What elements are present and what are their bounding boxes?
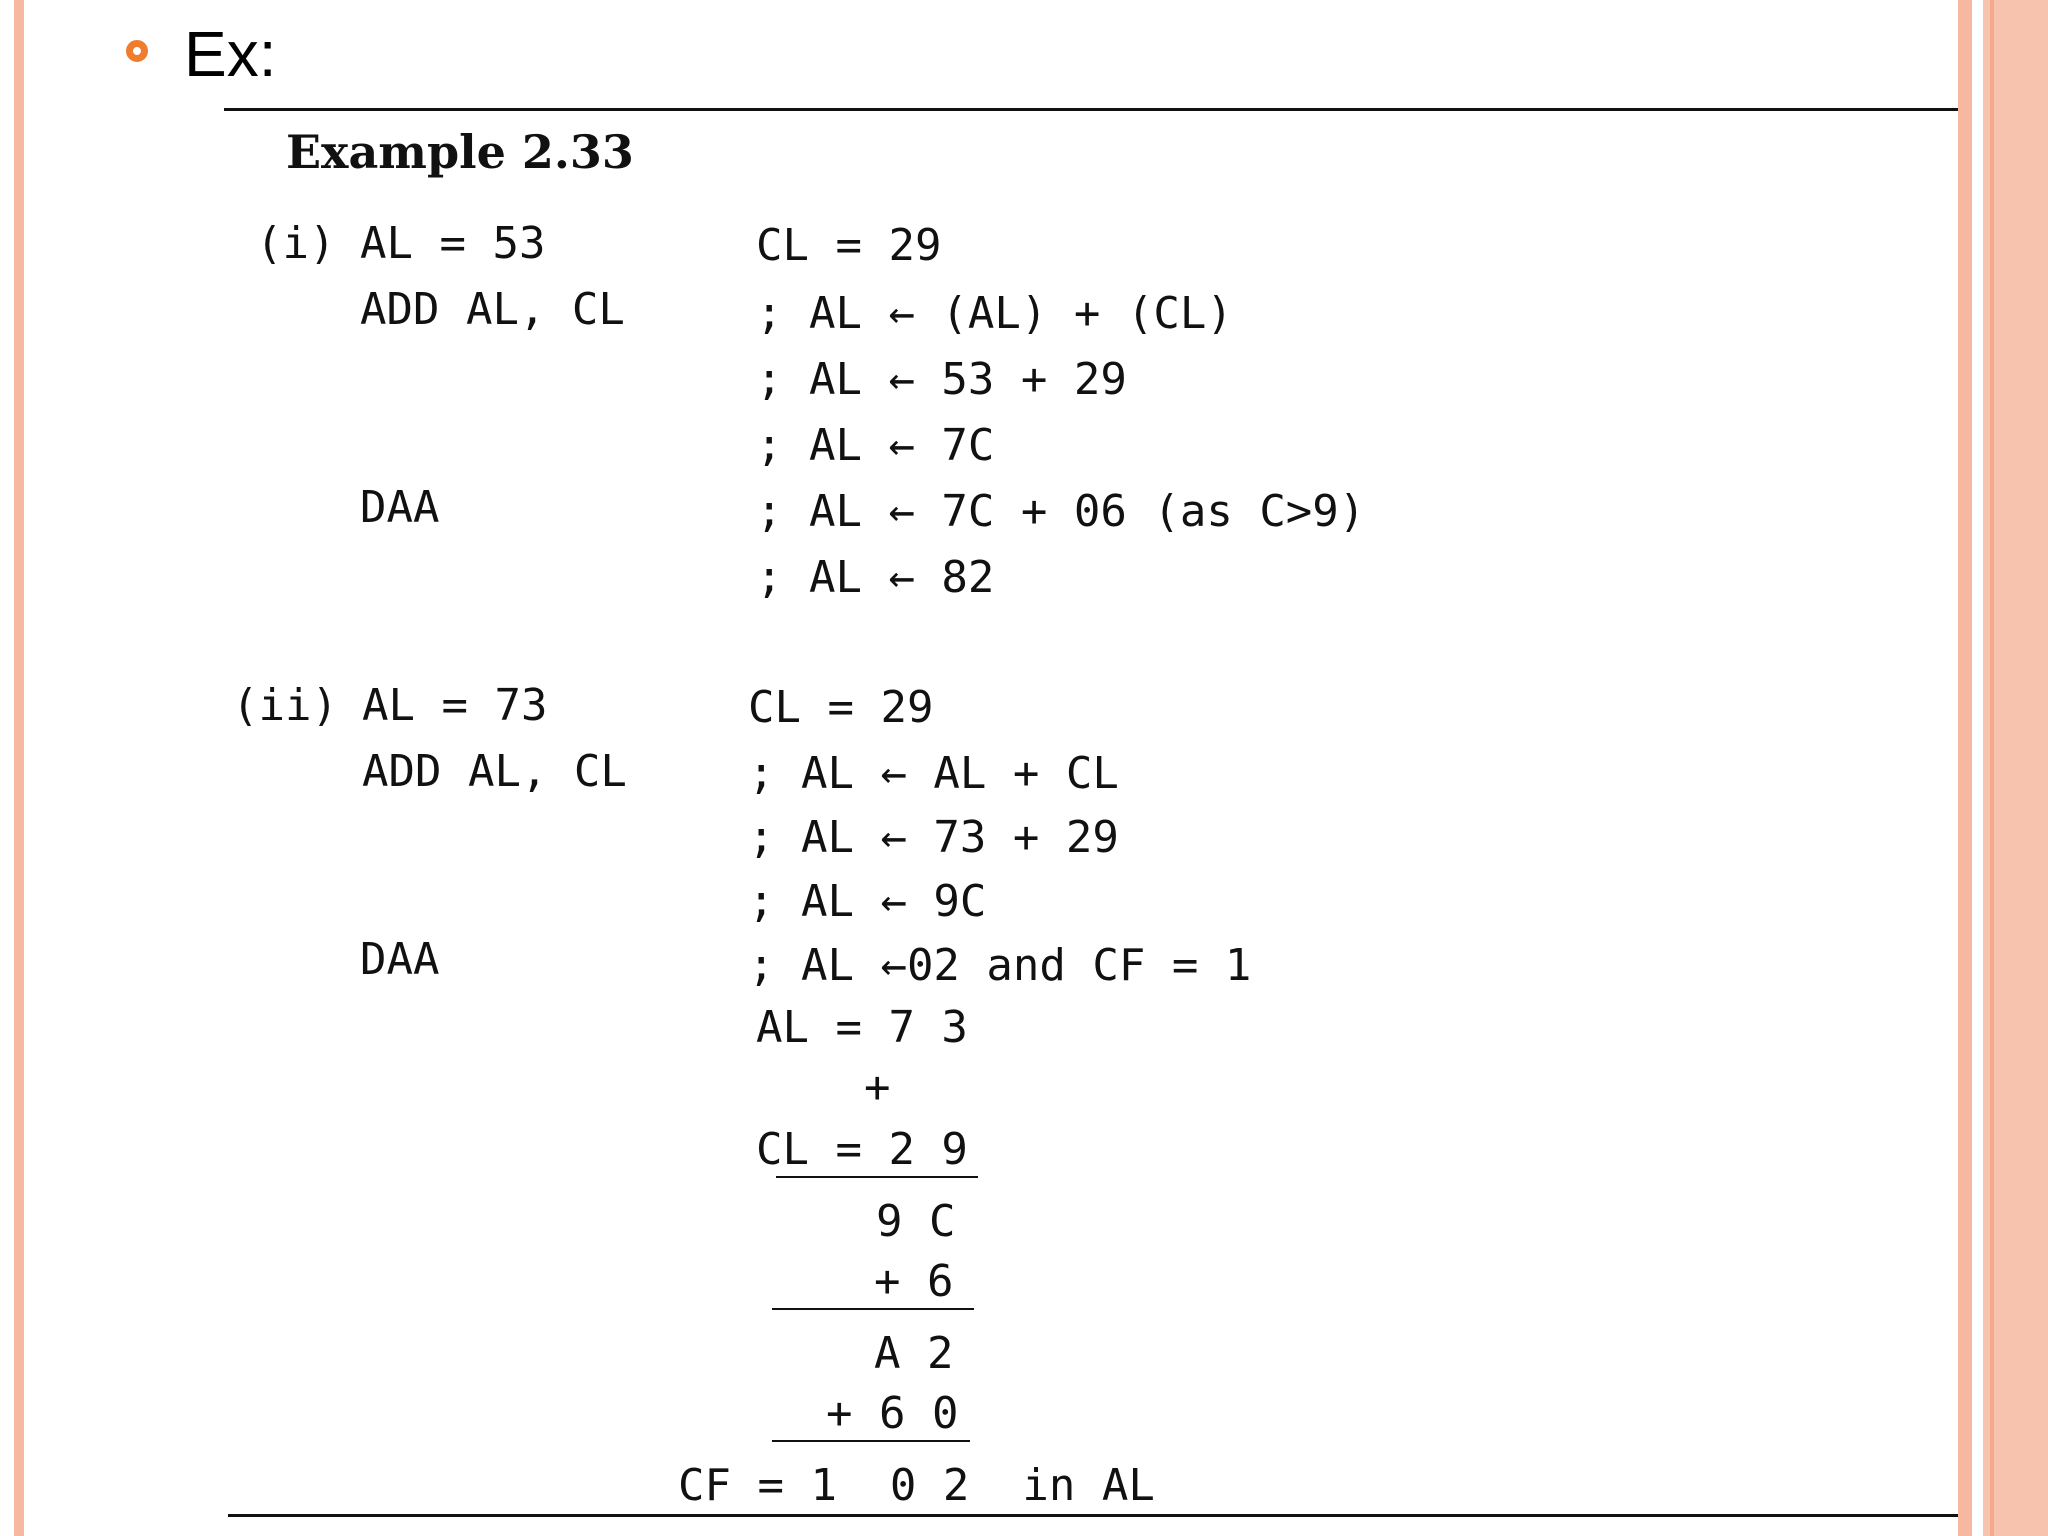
calc-plus: + bbox=[864, 1062, 891, 1113]
comment-line: ; AL ← 7C + 06 (as C>9) bbox=[756, 486, 1366, 537]
comment-line: ; AL ← 9C bbox=[748, 876, 987, 927]
calc-underline bbox=[772, 1440, 970, 1442]
comment-line: CL = 29 bbox=[756, 220, 942, 271]
instruction-line: AL = 73 bbox=[362, 680, 548, 731]
instruction-line: ADD AL, CL bbox=[360, 284, 625, 335]
comment-line: ; AL ← (AL) + (CL) bbox=[756, 288, 1233, 339]
top-rule bbox=[224, 108, 1958, 111]
comment-line: ; AL ← 7C bbox=[756, 420, 995, 471]
calc-result: CF = 1 0 2 in AL bbox=[678, 1460, 1155, 1511]
example-heading: Example 2.33 bbox=[286, 125, 634, 179]
calc-underline bbox=[776, 1176, 978, 1178]
instruction-line: DAA bbox=[360, 482, 440, 533]
instruction-line: ADD AL, CL bbox=[362, 746, 627, 797]
comment-line: ; AL ← 82 bbox=[756, 552, 995, 603]
slide-frame-right bbox=[1958, 0, 1972, 1536]
comment-line: ; AL ← 53 + 29 bbox=[756, 354, 1127, 405]
bottom-rule bbox=[228, 1514, 1958, 1517]
circle-bullet-icon bbox=[126, 40, 148, 62]
calc-line: + 6 bbox=[874, 1256, 954, 1307]
instruction-line: AL = 53 bbox=[360, 218, 546, 269]
comment-line: CL = 29 bbox=[748, 682, 934, 733]
calc-line: 9 C bbox=[876, 1196, 956, 1247]
slide-title: Ex: bbox=[184, 18, 277, 90]
slide-frame-right-stripe bbox=[1990, 0, 1994, 1536]
part-label: (i) bbox=[256, 218, 336, 269]
comment-line: ; AL ← 73 + 29 bbox=[748, 812, 1119, 863]
part-label: (ii) bbox=[232, 680, 338, 731]
comment-line: ; AL ←02 and CF = 1 bbox=[748, 940, 1252, 991]
calc-line: AL = 7 3 bbox=[756, 1002, 968, 1053]
comment-line: ; AL ← AL + CL bbox=[748, 748, 1119, 799]
calc-line: + 6 0 bbox=[826, 1388, 959, 1439]
calc-line: A 2 bbox=[874, 1328, 954, 1379]
slide-frame-left bbox=[14, 0, 24, 1536]
instruction-line: DAA bbox=[360, 934, 440, 985]
calc-underline bbox=[772, 1308, 974, 1310]
calc-line: CL = 2 9 bbox=[756, 1124, 968, 1175]
